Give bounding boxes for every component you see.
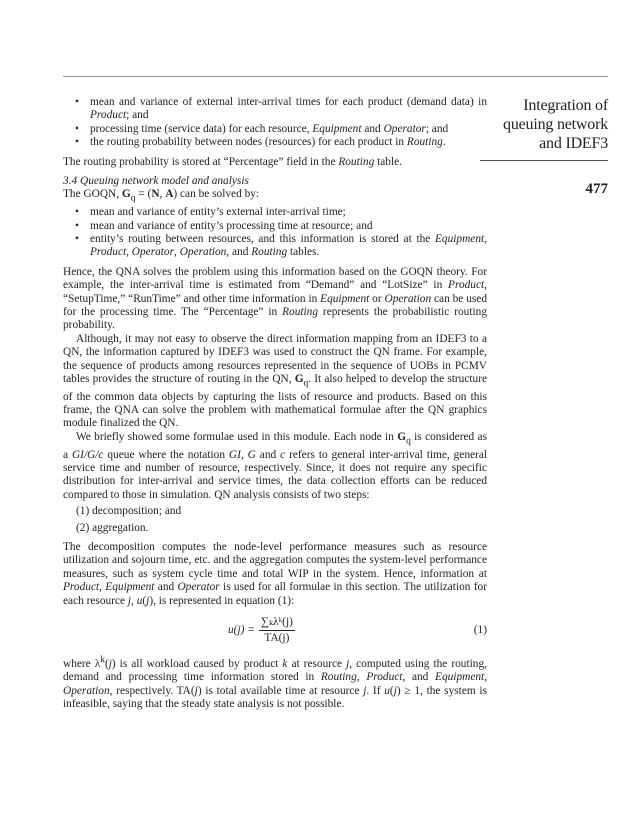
paragraph-gogqn: The GOQN, $G_q = (N$, A) can be solved by: [63, 188, 260, 204]
running-header [480, 96, 608, 198]
article-body [63, 96, 487, 711]
analysis-steps [63, 505, 487, 535]
header-divider [480, 160, 608, 161]
list-item: • mean and variance of entity’s processing time at resource; and [63, 220, 487, 233]
list-item: (2) aggregation. [76, 521, 149, 534]
paragraph-decomposition: The decomposition computes the node-level performance measures such as resource utilization and sojourn time, etc. and the aggregation computes the system-level performance measures, such as system cycle time and total WIP in the system. Hence, information at Product, Equipment and Operator is used for all formulae in this section. The utilization for each resource j, u(j), is represented in equation (1): [63, 540, 487, 607]
running-title-line: queuing network [503, 116, 608, 133]
section-heading: 3.4 Queuing network model and analysis [63, 175, 249, 188]
running-title [480, 96, 608, 153]
list-item: • the routing probability between nodes (resources) for each product in Routing. [63, 136, 487, 149]
equation-lhs: u(j) = [228, 624, 255, 637]
equation-denominator: TA(j) [264, 632, 290, 645]
list-item: • mean and variance of entity’s external inter-arrival time; [63, 206, 487, 219]
equation-number: (1) [473, 624, 487, 637]
equation-1 [63, 614, 487, 650]
list-item: • processing time (service data) for each resource, Equipment and Operator; and [63, 123, 487, 136]
list-item: • entity’s routing between resources, and this information is stored at the Equipment, Product, Operator, Operation, and Routing tables. [63, 233, 487, 260]
equation-fraction [259, 616, 295, 646]
equation-body [228, 616, 295, 646]
paragraph-briefly: We briefly showed some formulae used in this module. Each node in $G_q$ is considered as a GI/G/c queue where the notation GI, G and c refers to general inter-arrival time, general service time and number of resource, respectively. Since, it does not require any specific distribution for inter-arrival and service times, the data collection efforts can be reduced compared to those in simulation. QN analysis consists of two steps: [63, 430, 488, 501]
running-title-line: and IDEF3 [539, 135, 608, 152]
paragraph-where: where $\lambda^k(j)$ is all workload caused by product k at resource j, computed using the routing, demand and processing time information stored in Routing, Product, and Equipment, Operation, respectively. TA(j) is total available time at resource j. If u(j) ≥ 1, the system is infeasible, saying that the steady state analysis is not possible. [63, 655, 488, 711]
paragraph-qna: Hence, the QNA solves the problem using this information based on the GOQN theory. For example, the inter-arrival time is estimated from “Demand” and “LotSize” in Product, “SetupTime,” “RunTime” and other time information in Equipment or Operation can be used for the processing time. The “Percentage” in Routing represents the probabilistic routing probability. [63, 265, 487, 332]
list-item: • mean and variance of external inter-arrival times for each product (demand data) in Product; and [63, 96, 487, 123]
equation-numerator: ∑ₖλᵏ(j) [259, 616, 295, 631]
data-requirements-list [63, 96, 487, 150]
paragraph-although: Although, it may not easy to observe the direct information mapping from an IDEF3 to a QN, the information captured by IDEF3 was used to construct the QN frame. For example, the sequence of products among resources represented in the sequence of UOBs in PCMV tables provides the structure of routing in the QN, $G_q$. It also helped to develop the structure of the common data objects by capturing the lists of resource and products. Based on this frame, the QNA can solve the problem with mathematical formulae after the QN graphics module finalized the QN. [63, 332, 488, 430]
gogqn-input-list [63, 206, 487, 260]
running-title-line: Integration of [523, 97, 608, 114]
list-item: (1) decomposition; and [76, 505, 182, 518]
header-rule [63, 76, 608, 77]
page-number: 477 [585, 181, 608, 197]
paragraph-routing: The routing probability is stored at “Percentage” field in the Routing table. [63, 155, 402, 168]
